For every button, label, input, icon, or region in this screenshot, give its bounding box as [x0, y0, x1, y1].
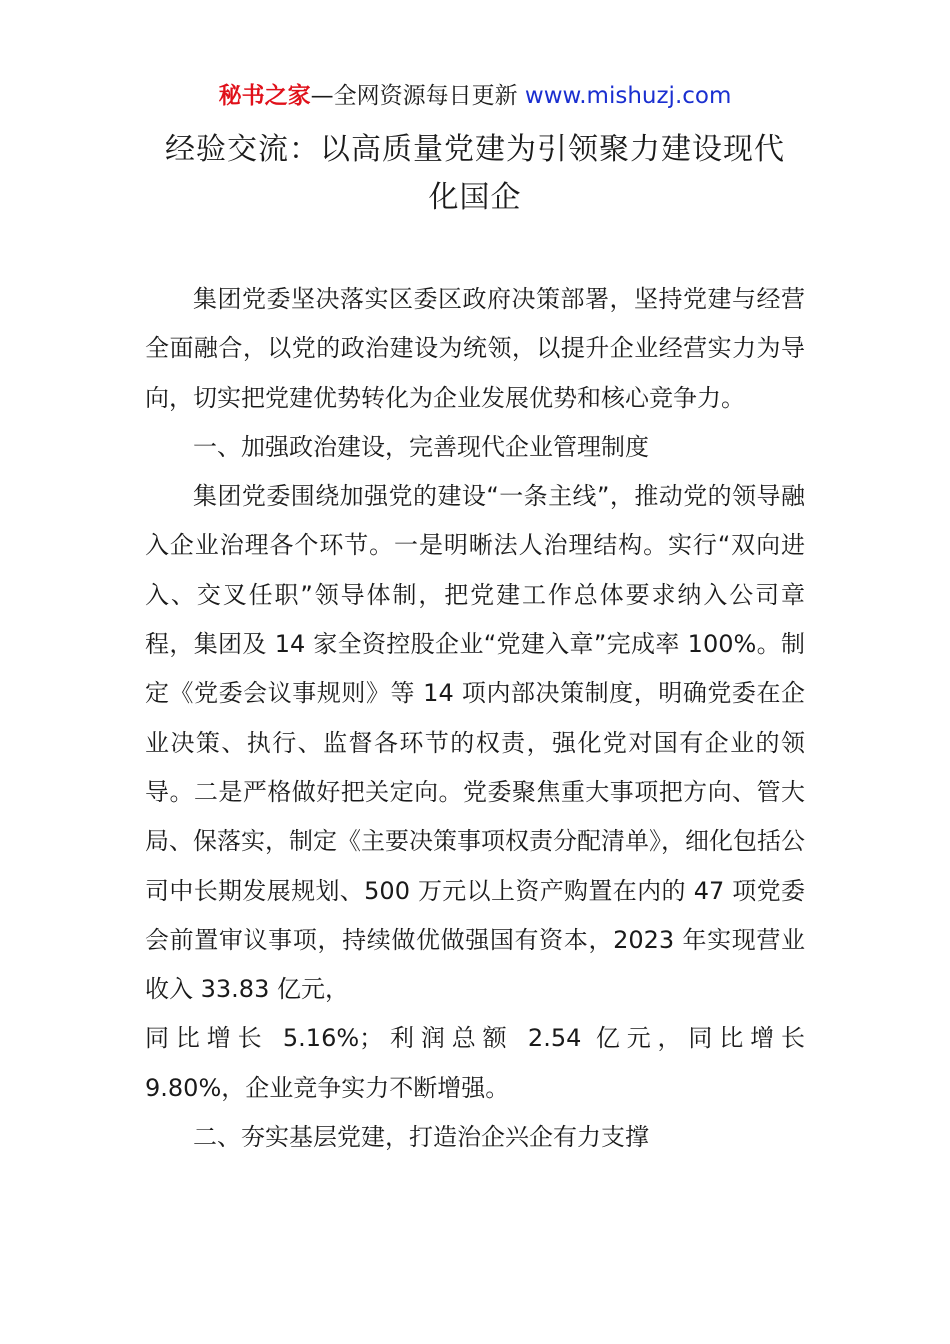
document-title-line-2: 化国企	[428, 180, 522, 215]
brand-name: 秘书之家	[218, 83, 311, 109]
section-heading-2: 二、夯实基层党建，打造治企兴企有力支撑	[193, 1123, 649, 1152]
site-url-link[interactable]: www.mishuzj.com	[524, 83, 732, 109]
intro-paragraph: 集团党委坚决落实区委区政府决策部署，坚持党建与经营全面融合，以党的政治建设为统领，以提升企业经营实力为导向，切实把党建优势转化为企业发展优势和核心竞争力。	[145, 285, 805, 412]
section-1-paragraph-end: 9.80%，企业竞争实力不断增强。	[145, 1073, 510, 1102]
section-heading-1: 一、加强政治建设，完善现代企业管理制度	[193, 432, 649, 461]
site-tagline: —全网资源每日更新	[310, 83, 525, 109]
section-1-paragraph: 集团党委围绕加强党的建设“一条主线”，推动党的领导融入企业治理各个环节。一是明晰法人治理结构。实行“双向进入、交叉任职”领导体制，把党建工作总体要求纳入公司章程，集团及 14 家全资控股企业“党建入章”完成率 100%。制定《党委会议事规则》等 14 项内部决策制度，明确党委在企业决策、执行、监督各环节的权责，强化党对国有企业的领导。二是严格做好把关定向。党委聚焦重大事项把方向、管大局、保落实，制定《主要决策事项权责分配清单》，细化包括公司中长期发展规划、500 万元以上资产购置在内的 47 项党委会前置审议事项，持续做优做强国有资本，2023 年实现营业收入 33.83 亿元，	[145, 482, 805, 1004]
document-title-line-1: 经验交流：以高质量党建为引领聚力建设现代	[165, 132, 785, 167]
site-header	[0, 80, 950, 112]
document-body	[145, 275, 805, 1162]
section-1-paragraph-line: 同比增长 5.16%；利润总额 2.54 亿元，同比增长	[145, 1024, 805, 1053]
document-title	[140, 126, 810, 222]
